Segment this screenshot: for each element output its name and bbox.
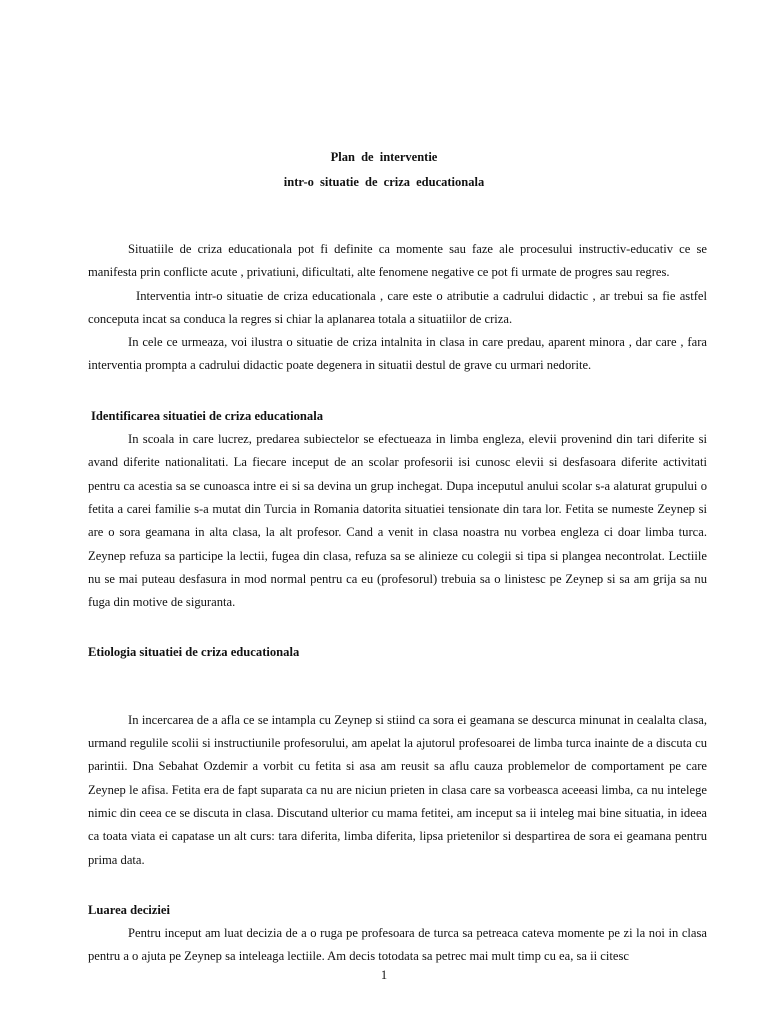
page-number: 1 <box>380 968 388 982</box>
section-heading-identificarea: Identificarea situatiei de criza educationala <box>91 408 324 423</box>
document-subtitle: intr-o situatie de criza educationala <box>283 175 485 189</box>
section-heading-luarea-deciziei: Luarea deciziei <box>88 902 170 917</box>
section-heading-etiologia: Etiologia situatiei de criza educationala <box>88 645 300 660</box>
document-body <box>88 238 707 969</box>
document-title: Plan de interventie <box>330 150 438 164</box>
intro-paragraph-1: Situatiile de criza educationala pot fi definite ca momente sau faze ale procesului instructiv-educativ ce se manifesta prin conflicte acute , privatiuni, dificultati, alte fenomene negative ce pot fi urmate de progres sau regres. <box>88 242 707 280</box>
section-paragraph-identificarea: In scoala in care lucrez, predarea subiectelor se efectueaza in limba engleza, elevii provenind din tari diferite si avand diferite nationalitati. La fiecare inceput de an scolar profesorii isi cunosc elevii si desfasoara diferite activitati pentru ca acestia sa se cunoasca intre ei si sa devina un grup inchegat. Dupa inceputul anului scolar s-a alaturat grupului o fetita a carei familie s-a mutat din Turcia in Romania datorita situatiei tensionate din tara lor. Fetita se numeste Zeynep si are o sora geamana in alta clasa, la alt profesor. Cand a venit in clasa noastra nu vorbea engleza ci doar limba turca. Zeynep refuza sa participe la lectii, fugea din clasa, refuza sa se alinieze cu colegii si tipa si plangea necontrolat. Lectiile nu se mai puteau desfasura in mod normal pentru ca eu (profesorul) trebuia sa o linistesc pe Zeynep si sa am grija sa nu fuga din motive de siguranta. <box>88 432 707 610</box>
intro-paragraph-3: In cele ce urmeaza, voi ilustra o situatie de criza intalnita in clasa in care predau, aparent minora , dar care , fara interventia prompta a cadrului didactic poate degenera in situatii destul de grave cu urmari nedorite. <box>88 335 707 373</box>
intro-paragraph-2: Interventia intr-o situatie de criza educationala , care este o atributie a cadrului didactic , ar trebui sa fie astfel conceputa incat sa conduca la regres si chiar la aplanarea totala a situatiilor de criza. <box>88 288 707 326</box>
section-paragraph-luarea-deciziei: Pentru inceput am luat decizia de a o ruga pe profesoara de turca sa petreaca cateva momente pe zi la noi in clasa pentru a o ajuta pe Zeynep sa inteleaga lectiile. Am decis totodata sa petrec mai mult timp cu ea, sa ii citesc <box>88 926 707 964</box>
section-paragraph-etiologia: In incercarea de a afla ce se intampla cu Zeynep si stiind ca sora ei geamana se descurca minunat in cealalta clasa, urmand regulile scolii si instructiunile profesorului, am apelat la ajutorul profesoarei de limba turca inainte de a discuta cu parintii. Dna Sebahat Ozdemir a vorbit cu fetita si asa am reusit sa aflu cauza problemelor de comportament pe care Zeynep le afisa. Fetita era de fapt suparata ca nu are niciun prieten in clasa care sa vorbeasca aceeasi limba, ca nu intelege nimic din ceea ce se discuta in clasa. Discutand ulterior cu mama fetitei, am inceput sa ii inteleg mai bine situatia, in ideea ca toata viata ei capatase un alt curs: tara diferita, limba diferita, lipsa prietenilor si despartirea de sora ei geamana pentru prima data. <box>88 712 707 867</box>
